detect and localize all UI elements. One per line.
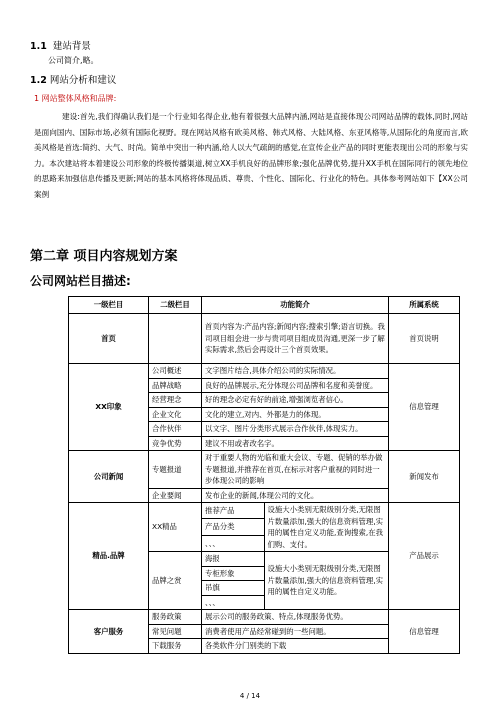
- table-header-row: [69, 297, 460, 314]
- desc-cell: 文字图片结合,具体介绍公司的实际情况。: [202, 364, 389, 379]
- heading-1-1-num: 1.1: [30, 41, 47, 52]
- news-sys: 新闻发布: [389, 451, 460, 503]
- level2-cell: 合作伙伴: [149, 422, 202, 437]
- level2-cell: XX精品: [149, 503, 202, 552]
- header-cell: 所属系统: [389, 297, 460, 314]
- level2-cell: 服务政策: [149, 610, 202, 625]
- level2-cell: 公司概述: [149, 364, 202, 379]
- page-number: 4 / 14: [239, 692, 261, 700]
- heading-1-1-title: 建站背景: [52, 41, 91, 52]
- sub-item: 、、、: [202, 535, 264, 551]
- header-cell: 二级栏目: [149, 297, 202, 314]
- sub-items-table: [202, 503, 388, 551]
- desc-cell: 良好的品牌展示,充分体现公司品牌和名度和美誉度。: [202, 378, 389, 393]
- body-paragraph: 建设:首先,我们得确认我们是一个行业知名得企业,他有着很强大品牌内涵,网站是直接体现公司网站品牌的载体,同时,网站是面向国内、国际市场,必须有国际化视野。现在网站风格有欧美风格、韩式风格、大陆风格、东亚风格等,从国际化的角度而言,欧美风格是首选:简约、大气、时尚。简单中突出一种内涵,给人以大气疏朗的感觉,在宣传企业产品的同时更能表现出公司的形象与实力。本次建站将本着建设公司形象的终极传播渠道,树立XX手机良好的品牌形象;强化品牌优势,提升XX手机在国际同行的领先地位的思路来加强信息传播及更新;网站的基本风格将体现品质、尊贵、个性化、国际化、行业化的特色。具体参考网站如下【XX公司案例: [34, 112, 468, 199]
- table-row: [69, 610, 460, 625]
- level2-cell: 企业要闻: [149, 488, 202, 503]
- sub-item: 专柜形象: [202, 566, 264, 581]
- home-desc: 首页内容为:产品内容;新闻内容;搜索引擎;语言切换。我司项目组会进一步与贵司项目组成员沟通,更深一步了解实际需求,然后会再设计三个首页效果。: [202, 314, 389, 364]
- sub-item: 吊旗: [202, 581, 264, 596]
- table-row: [69, 451, 460, 489]
- desc-cell: 好的理念必定有好的前途,增强浏览者信心。: [202, 393, 389, 408]
- chapter-title: 第二章 项目内容规划方案: [30, 249, 178, 264]
- service-sys: 信息管理: [389, 610, 460, 654]
- home-sys: 首页说明: [389, 314, 460, 364]
- desc-cell: 设施大小类别无限级别分类,无限图片数量添加,强大的信息资料管理,实用的属性自定义功能,查询搜索,在我们购、支付。: [267, 505, 384, 549]
- table-row: [69, 314, 460, 364]
- heading-1-2-num: 1.2: [30, 75, 47, 86]
- desc-cell: 设施大小类别无限级别分类,无限图片数量添加,强大的信息资料管理,实用的属性自定义功能。: [267, 564, 384, 597]
- desc-cell: 展示公司的服务政策、特点,体现服务优势。: [202, 610, 389, 625]
- desc-cell: 以文字、图片分类形式展示合作伙伴,体现实力。: [202, 422, 389, 437]
- heading-1-2-title: 网站分析和建议: [49, 75, 117, 86]
- level2-cell: 品牌之赏: [149, 552, 202, 610]
- image-sys: 信息管理: [389, 364, 460, 451]
- sub-item: 产品分类: [202, 519, 264, 535]
- sub-items-table: [202, 552, 388, 609]
- header-cell: 一级栏目: [69, 297, 149, 314]
- level1-image: XX印象: [69, 364, 149, 451]
- heading-1-1: [30, 38, 91, 52]
- level2-cell: 竞争优势: [149, 436, 202, 451]
- level1-news: 公司新闻: [69, 451, 149, 503]
- columns-table: [68, 296, 460, 654]
- level1-home: 首页: [69, 314, 149, 364]
- level2-cell: 企业文化: [149, 407, 202, 422]
- level1-service: 客户服务: [69, 610, 149, 654]
- desc-cell: 消费者使用产品经常碰到的一些问题。: [202, 624, 389, 639]
- sub-item: 、、、: [202, 595, 264, 609]
- level2-cell: 经营理念: [149, 393, 202, 408]
- level2-cell: 专题报道: [149, 451, 202, 489]
- company-intro: 公司简介,略。: [48, 56, 99, 65]
- table-row: [69, 364, 460, 379]
- sub-item: 海报: [202, 552, 264, 566]
- sub-item: 推荐产品: [202, 503, 264, 519]
- desc-cell: 对于重要人物的光临和重大会议、专题、促销的举办做专题报道,并推荐在首页,在标示对客户重视的同时进一步体现公司的影响: [202, 451, 389, 489]
- table-title: 公司网站栏目描述:: [30, 274, 131, 288]
- products-sys: 产品展示: [389, 503, 460, 610]
- level2-cell: 常见问题: [149, 624, 202, 639]
- level2-cell: 品牌战略: [149, 378, 202, 393]
- level2-cell: 下载服务: [149, 639, 202, 654]
- desc-cell: 文化的建立,对内、外都是力的体现。: [202, 407, 389, 422]
- desc-cell: 发布企业的新闻,体现公司的文化。: [202, 488, 389, 503]
- table-row: [69, 503, 460, 552]
- heading-1-2: [30, 72, 116, 86]
- desc-cell: 各类软件分门别类的下载: [202, 639, 389, 654]
- subheading-style: 1 网站整体风格和品牌:: [34, 94, 117, 103]
- desc-cell: 建议不用或者改名字。: [202, 436, 389, 451]
- header-cell: 功能简介: [202, 297, 389, 314]
- level1-products: 精品.品牌: [69, 503, 149, 610]
